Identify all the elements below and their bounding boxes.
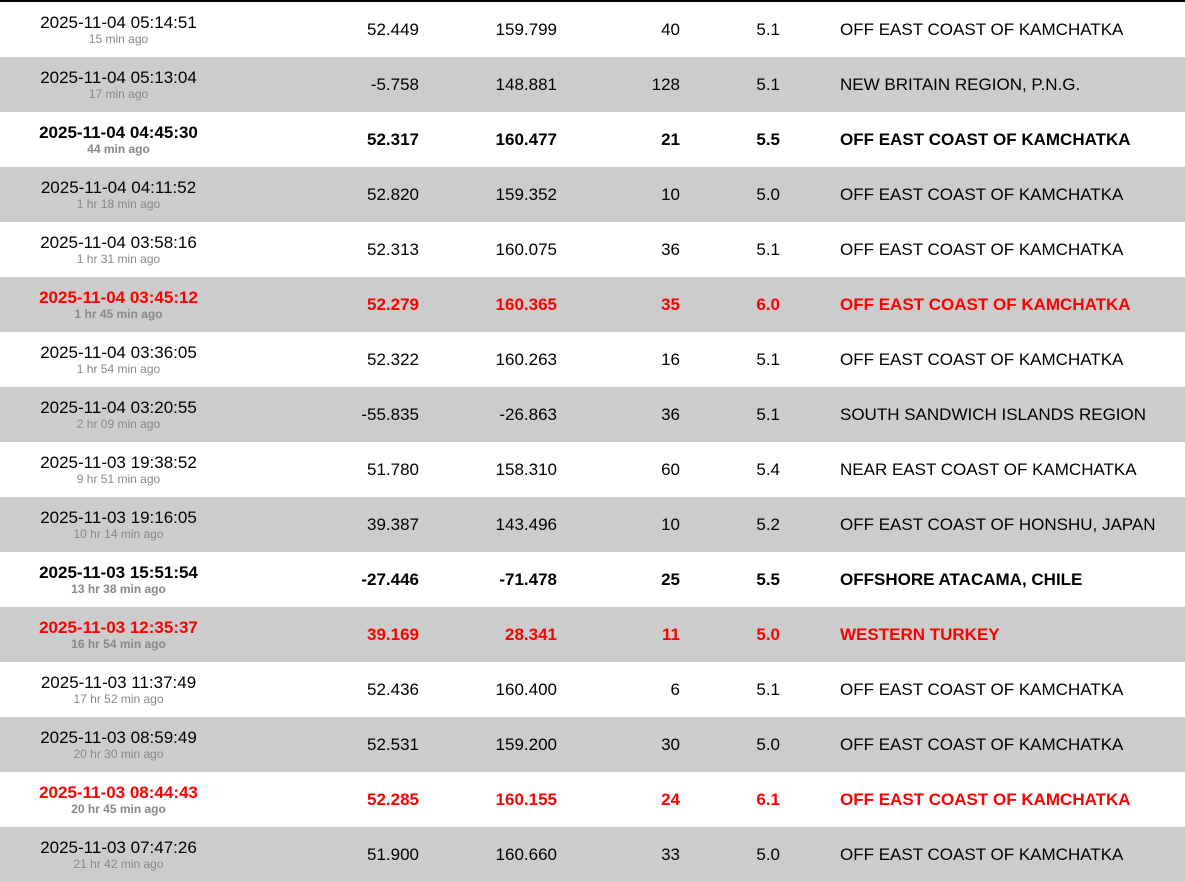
longitude-cell: 148.881 — [419, 57, 557, 112]
magnitude-cell: 5.1 — [680, 2, 780, 57]
latitude-cell: 52.279 — [237, 277, 419, 332]
depth-cell: 33 — [557, 827, 680, 882]
magnitude-cell: 5.5 — [680, 112, 780, 167]
event-time: 2025-11-04 03:45:12 — [39, 288, 198, 307]
time-ago: 9 hr 51 min ago — [76, 472, 161, 486]
region-cell: NEAR EAST COAST OF KAMCHATKA — [780, 442, 1185, 497]
event-time: 2025-11-04 03:36:05 — [40, 343, 197, 362]
region-cell: NEW BRITAIN REGION, P.N.G. — [780, 57, 1185, 112]
event-time: 2025-11-04 03:58:16 — [40, 233, 197, 252]
magnitude-cell: 5.1 — [680, 222, 780, 277]
magnitude-cell: 5.0 — [680, 827, 780, 882]
latitude-cell: 52.313 — [237, 222, 419, 277]
region-cell: OFF EAST COAST OF KAMCHATKA — [780, 662, 1185, 717]
event-time: 2025-11-03 19:38:52 — [40, 453, 197, 472]
depth-cell: 24 — [557, 772, 680, 827]
time-ago: 10 hr 14 min ago — [73, 527, 164, 541]
table-row[interactable] — [0, 607, 1185, 662]
time-cell — [0, 387, 237, 442]
magnitude-cell: 6.1 — [680, 772, 780, 827]
time-ago: 1 hr 31 min ago — [76, 252, 161, 266]
latitude-cell: 52.317 — [237, 112, 419, 167]
time-ago: 21 hr 42 min ago — [73, 857, 164, 871]
table-row[interactable] — [0, 662, 1185, 717]
longitude-cell: 160.660 — [419, 827, 557, 882]
magnitude-cell: 5.1 — [680, 57, 780, 112]
region-cell: OFF EAST COAST OF KAMCHATKA — [780, 2, 1185, 57]
depth-cell: 21 — [557, 112, 680, 167]
time-cell — [0, 717, 237, 772]
magnitude-cell: 5.1 — [680, 332, 780, 387]
magnitude-cell: 5.0 — [680, 607, 780, 662]
latitude-cell: 52.820 — [237, 167, 419, 222]
longitude-cell: 158.310 — [419, 442, 557, 497]
region-cell: SOUTH SANDWICH ISLANDS REGION — [780, 387, 1185, 442]
time-ago: 17 min ago — [88, 87, 149, 101]
magnitude-cell: 5.1 — [680, 387, 780, 442]
magnitude-cell: 5.5 — [680, 552, 780, 607]
table-row[interactable] — [0, 772, 1185, 827]
time-ago: 2 hr 09 min ago — [76, 417, 161, 431]
latitude-cell: 51.780 — [237, 442, 419, 497]
longitude-cell: 160.365 — [419, 277, 557, 332]
depth-cell: 35 — [557, 277, 680, 332]
region-cell: OFF EAST COAST OF KAMCHATKA — [780, 167, 1185, 222]
region-cell: OFF EAST COAST OF HONSHU, JAPAN — [780, 497, 1185, 552]
depth-cell: 36 — [557, 387, 680, 442]
time-ago: 20 hr 30 min ago — [73, 747, 164, 761]
longitude-cell: 160.263 — [419, 332, 557, 387]
table-row[interactable] — [0, 332, 1185, 387]
longitude-cell: 160.400 — [419, 662, 557, 717]
table-row[interactable] — [0, 387, 1185, 442]
time-cell — [0, 442, 237, 497]
table-row[interactable] — [0, 167, 1185, 222]
event-time: 2025-11-03 07:47:26 — [40, 838, 197, 857]
depth-cell: 36 — [557, 222, 680, 277]
latitude-cell: -27.446 — [237, 552, 419, 607]
region-cell: OFF EAST COAST OF KAMCHATKA — [780, 827, 1185, 882]
latitude-cell: 51.900 — [237, 827, 419, 882]
magnitude-cell: 5.1 — [680, 662, 780, 717]
time-ago: 1 hr 18 min ago — [76, 197, 161, 211]
table-row[interactable] — [0, 112, 1185, 167]
time-cell — [0, 112, 237, 167]
time-ago: 15 min ago — [88, 32, 149, 46]
depth-cell: 16 — [557, 332, 680, 387]
event-time: 2025-11-04 05:13:04 — [40, 68, 197, 87]
depth-cell: 60 — [557, 442, 680, 497]
time-ago: 1 hr 45 min ago — [74, 307, 163, 321]
event-time: 2025-11-04 04:11:52 — [40, 178, 197, 197]
time-cell — [0, 772, 237, 827]
depth-cell: 6 — [557, 662, 680, 717]
table-row[interactable] — [0, 552, 1185, 607]
region-cell: OFF EAST COAST OF KAMCHATKA — [780, 112, 1185, 167]
region-cell: OFF EAST COAST OF KAMCHATKA — [780, 772, 1185, 827]
time-cell — [0, 662, 237, 717]
magnitude-cell: 6.0 — [680, 277, 780, 332]
time-cell — [0, 167, 237, 222]
time-cell — [0, 607, 237, 662]
earthquake-table — [0, 2, 1185, 882]
latitude-cell: 52.322 — [237, 332, 419, 387]
time-cell — [0, 552, 237, 607]
longitude-cell: -71.478 — [419, 552, 557, 607]
time-cell — [0, 2, 237, 57]
event-time: 2025-11-03 08:59:49 — [40, 728, 197, 747]
table-row[interactable] — [0, 57, 1185, 112]
longitude-cell: 28.341 — [419, 607, 557, 662]
table-row[interactable] — [0, 827, 1185, 882]
time-cell — [0, 332, 237, 387]
time-cell — [0, 497, 237, 552]
time-cell — [0, 222, 237, 277]
time-ago: 13 hr 38 min ago — [71, 582, 166, 596]
longitude-cell: 143.496 — [419, 497, 557, 552]
latitude-cell: -55.835 — [237, 387, 419, 442]
region-cell: OFF EAST COAST OF KAMCHATKA — [780, 332, 1185, 387]
table-row[interactable] — [0, 497, 1185, 552]
event-time: 2025-11-03 08:44:43 — [39, 783, 198, 802]
depth-cell: 10 — [557, 497, 680, 552]
longitude-cell: 160.155 — [419, 772, 557, 827]
event-time: 2025-11-04 03:20:55 — [40, 398, 197, 417]
depth-cell: 40 — [557, 2, 680, 57]
longitude-cell: 160.477 — [419, 112, 557, 167]
latitude-cell: 52.436 — [237, 662, 419, 717]
depth-cell: 11 — [557, 607, 680, 662]
region-cell: OFF EAST COAST OF KAMCHATKA — [780, 717, 1185, 772]
event-time: 2025-11-03 12:35:37 — [39, 618, 198, 637]
table-row[interactable] — [0, 717, 1185, 772]
time-cell — [0, 827, 237, 882]
table-row[interactable] — [0, 277, 1185, 332]
time-ago: 17 hr 52 min ago — [73, 692, 164, 706]
table-row[interactable] — [0, 2, 1185, 57]
table-row[interactable] — [0, 442, 1185, 497]
depth-cell: 128 — [557, 57, 680, 112]
longitude-cell: 159.200 — [419, 717, 557, 772]
time-ago: 16 hr 54 min ago — [71, 637, 166, 651]
time-cell — [0, 277, 237, 332]
time-ago: 20 hr 45 min ago — [71, 802, 166, 816]
magnitude-cell: 5.2 — [680, 497, 780, 552]
depth-cell: 10 — [557, 167, 680, 222]
latitude-cell: 39.387 — [237, 497, 419, 552]
table-row[interactable] — [0, 222, 1185, 277]
region-cell: WESTERN TURKEY — [780, 607, 1185, 662]
latitude-cell: 52.285 — [237, 772, 419, 827]
event-time: 2025-11-03 15:51:54 — [39, 563, 198, 582]
region-cell: OFF EAST COAST OF KAMCHATKA — [780, 277, 1185, 332]
depth-cell: 25 — [557, 552, 680, 607]
event-time: 2025-11-03 11:37:49 — [40, 673, 197, 692]
longitude-cell: 160.075 — [419, 222, 557, 277]
event-time: 2025-11-04 05:14:51 — [40, 13, 197, 32]
longitude-cell: 159.799 — [419, 2, 557, 57]
event-time: 2025-11-03 19:16:05 — [40, 508, 197, 527]
time-cell — [0, 57, 237, 112]
earthquake-table-body — [0, 2, 1185, 882]
latitude-cell: 52.531 — [237, 717, 419, 772]
longitude-cell: 159.352 — [419, 167, 557, 222]
magnitude-cell: 5.4 — [680, 442, 780, 497]
time-ago: 44 min ago — [87, 142, 150, 156]
time-ago: 1 hr 54 min ago — [76, 362, 161, 376]
event-time: 2025-11-04 04:45:30 — [39, 123, 198, 142]
magnitude-cell: 5.0 — [680, 167, 780, 222]
depth-cell: 30 — [557, 717, 680, 772]
latitude-cell: -5.758 — [237, 57, 419, 112]
region-cell: OFF EAST COAST OF KAMCHATKA — [780, 222, 1185, 277]
magnitude-cell: 5.0 — [680, 717, 780, 772]
latitude-cell: 52.449 — [237, 2, 419, 57]
latitude-cell: 39.169 — [237, 607, 419, 662]
region-cell: OFFSHORE ATACAMA, CHILE — [780, 552, 1185, 607]
longitude-cell: -26.863 — [419, 387, 557, 442]
